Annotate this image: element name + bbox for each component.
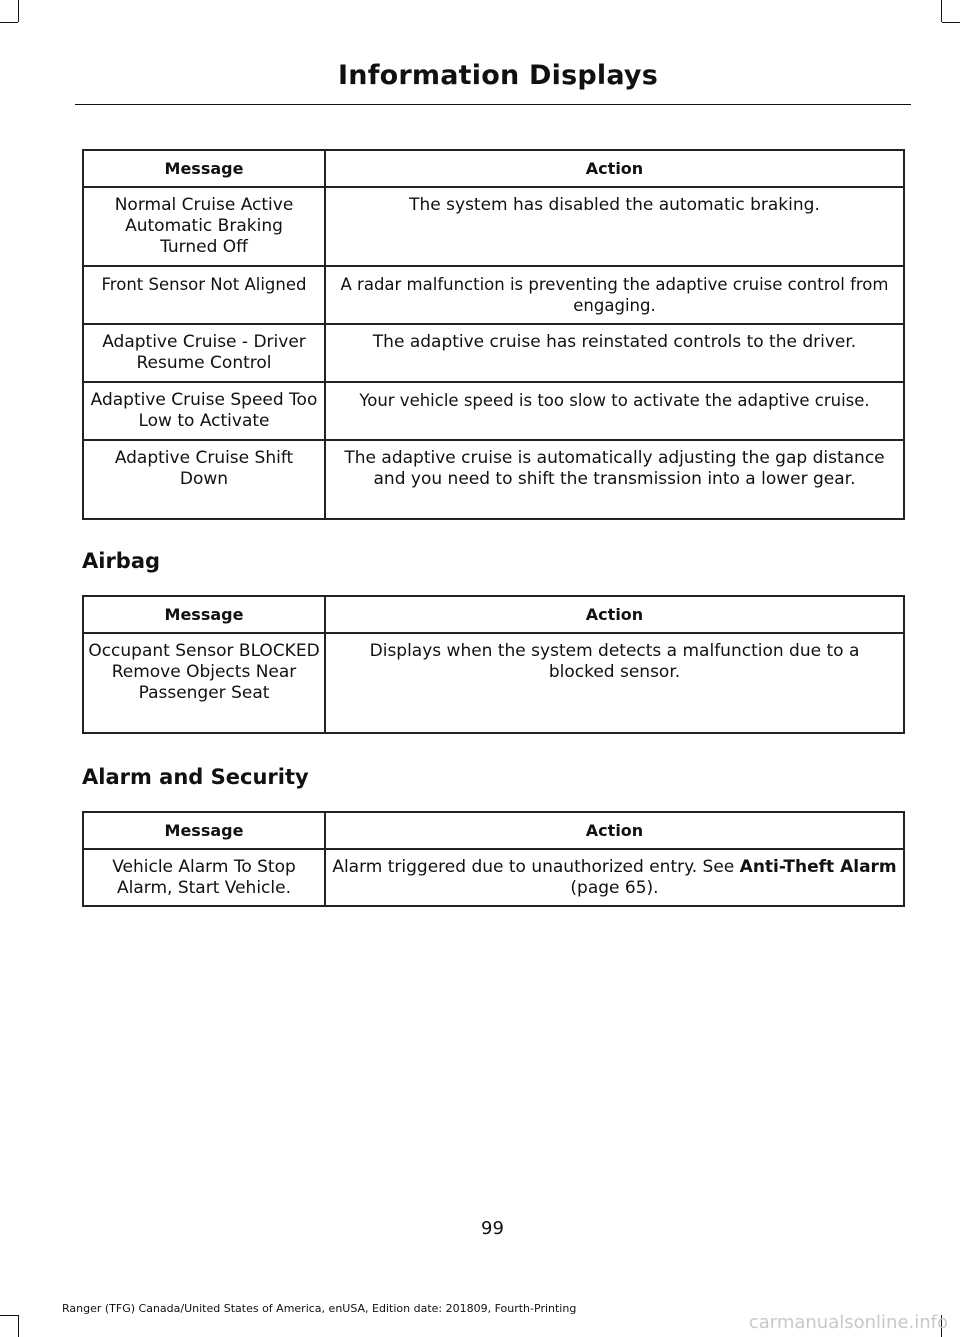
message-cell: Vehicle Alarm To Stop Alarm, Start Vehicle. [83, 849, 325, 906]
action-cell: Displays when the system detects a malfunction due to a blocked sensor. [325, 633, 904, 733]
table-row [83, 633, 904, 733]
table-row [83, 849, 904, 906]
action-cell: A radar malfunction is preventing the adaptive cruise control from engaging. [325, 266, 904, 324]
action-column-header: Action [325, 812, 904, 849]
message-cell: Occupant Sensor BLOCKED Remove Objects Near Passenger Seat [83, 633, 325, 733]
footer-edition-info: Ranger (TFG) Canada/United States of America, enUSA, Edition date: 201809, Fourth-Printing [62, 1302, 577, 1315]
message-column-header: Message [83, 596, 325, 633]
alarm-messages-table [82, 811, 905, 907]
action-text: Alarm triggered due to unauthorized entry. See [332, 857, 740, 877]
table-row [83, 266, 904, 324]
page-number: 99 [481, 1218, 504, 1239]
crop-mark [941, 0, 942, 22]
table-header-row [83, 150, 904, 187]
message-cell: Adaptive Cruise - Driver Resume Control [83, 324, 325, 382]
message-cell: Adaptive Cruise Speed Too Low to Activate [83, 382, 325, 440]
message-column-header: Message [83, 150, 325, 187]
action-cell: The adaptive cruise is automatically adjusting the gap distance and you need to shift the transmission into a lower gear. [325, 440, 904, 519]
action-cell: The system has disabled the automatic braking. [325, 187, 904, 266]
action-cell: The adaptive cruise has reinstated controls to the driver. [325, 324, 904, 382]
table-row [83, 187, 904, 266]
header-divider [75, 104, 911, 105]
crop-mark [18, 1315, 19, 1337]
crop-mark [942, 22, 960, 23]
action-column-header: Action [325, 150, 904, 187]
table-header-row [83, 812, 904, 849]
watermark: carmanualsonline.info [748, 1312, 948, 1333]
table-row [83, 382, 904, 440]
page-reference: (page 65). [570, 878, 659, 898]
message-cell: Normal Cruise Active Automatic Braking Turned Off [83, 187, 325, 266]
cruise-messages-table [82, 149, 905, 520]
anti-theft-alarm-link[interactable]: Anti-Theft Alarm [739, 857, 897, 877]
action-cell [325, 849, 904, 906]
table-row [83, 440, 904, 519]
message-cell: Front Sensor Not Aligned [83, 266, 325, 324]
airbag-messages-table [82, 595, 905, 734]
table-header-row [83, 596, 904, 633]
section-heading-airbag: Airbag [82, 549, 161, 573]
table-row [83, 324, 904, 382]
message-column-header: Message [83, 812, 325, 849]
message-cell: Adaptive Cruise Shift Down [83, 440, 325, 519]
page-title: Information Displays [338, 60, 658, 91]
action-column-header: Action [325, 596, 904, 633]
crop-mark [18, 0, 19, 22]
crop-mark [0, 22, 18, 23]
crop-mark [0, 1315, 18, 1316]
section-heading-alarm-security: Alarm and Security [82, 765, 309, 789]
action-cell: Your vehicle speed is too slow to activate the adaptive cruise. [325, 382, 904, 440]
